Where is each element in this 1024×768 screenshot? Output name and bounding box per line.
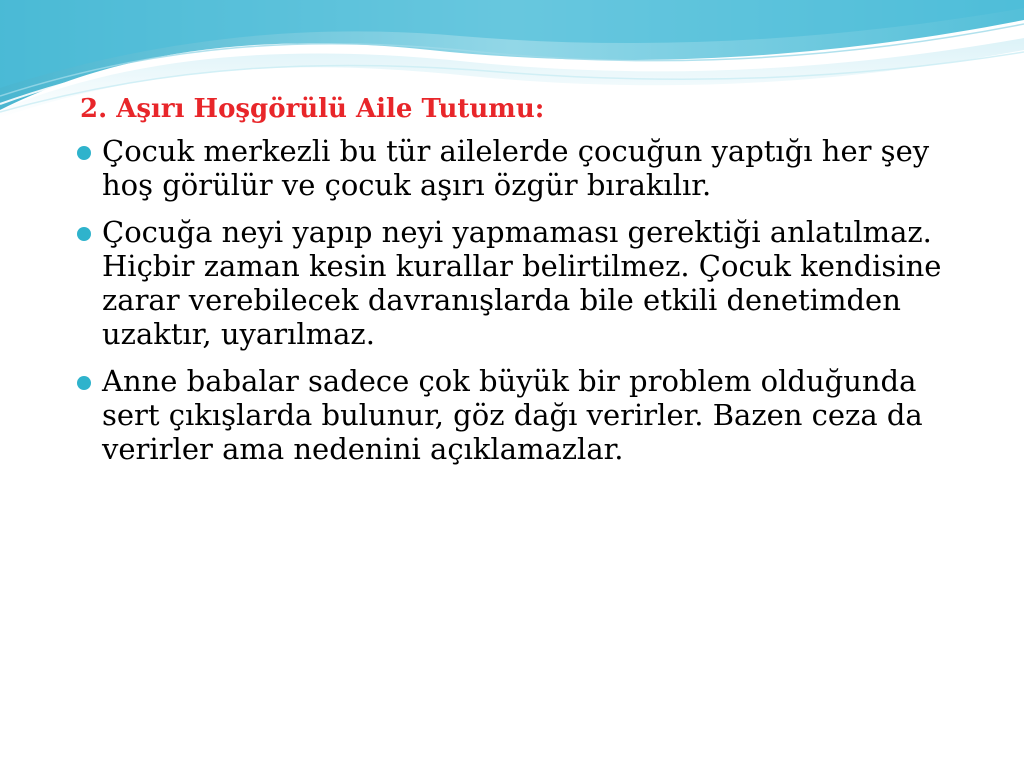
bullet-item (74, 134, 954, 202)
slide-title: 2. Aşırı Hoşgörülü Aile Tutumu: (80, 94, 545, 124)
bullet-item (74, 364, 954, 466)
bullet-list (74, 134, 954, 479)
bullet-text: Çocuk merkezli bu tür ailelerde çocuğun yaptığı her şey hoş görülür ve çocuk aşırı özgür bırakılır. (102, 134, 930, 202)
bullet-text: Anne babalar sadece çok büyük bir problem olduğunda sert çıkışlarda bulunur, göz dağı verirler. Bazen ceza da verirler ama nedenini açıklamazlar. (102, 364, 923, 466)
bullet-item (74, 215, 954, 351)
bullet-dot-icon (77, 146, 91, 160)
bullet-dot-icon (77, 376, 91, 390)
bullet-text: Çocuğa neyi yapıp neyi yapmaması gerektiği anlatılmaz. Hiçbir zaman kesin kurallar belirtilmez. Çocuk kendisine zarar verebilecek davranışlarda bile etkili denetimden uzaktır, uyarılmaz. (102, 215, 942, 351)
bullet-dot-icon (77, 227, 91, 241)
